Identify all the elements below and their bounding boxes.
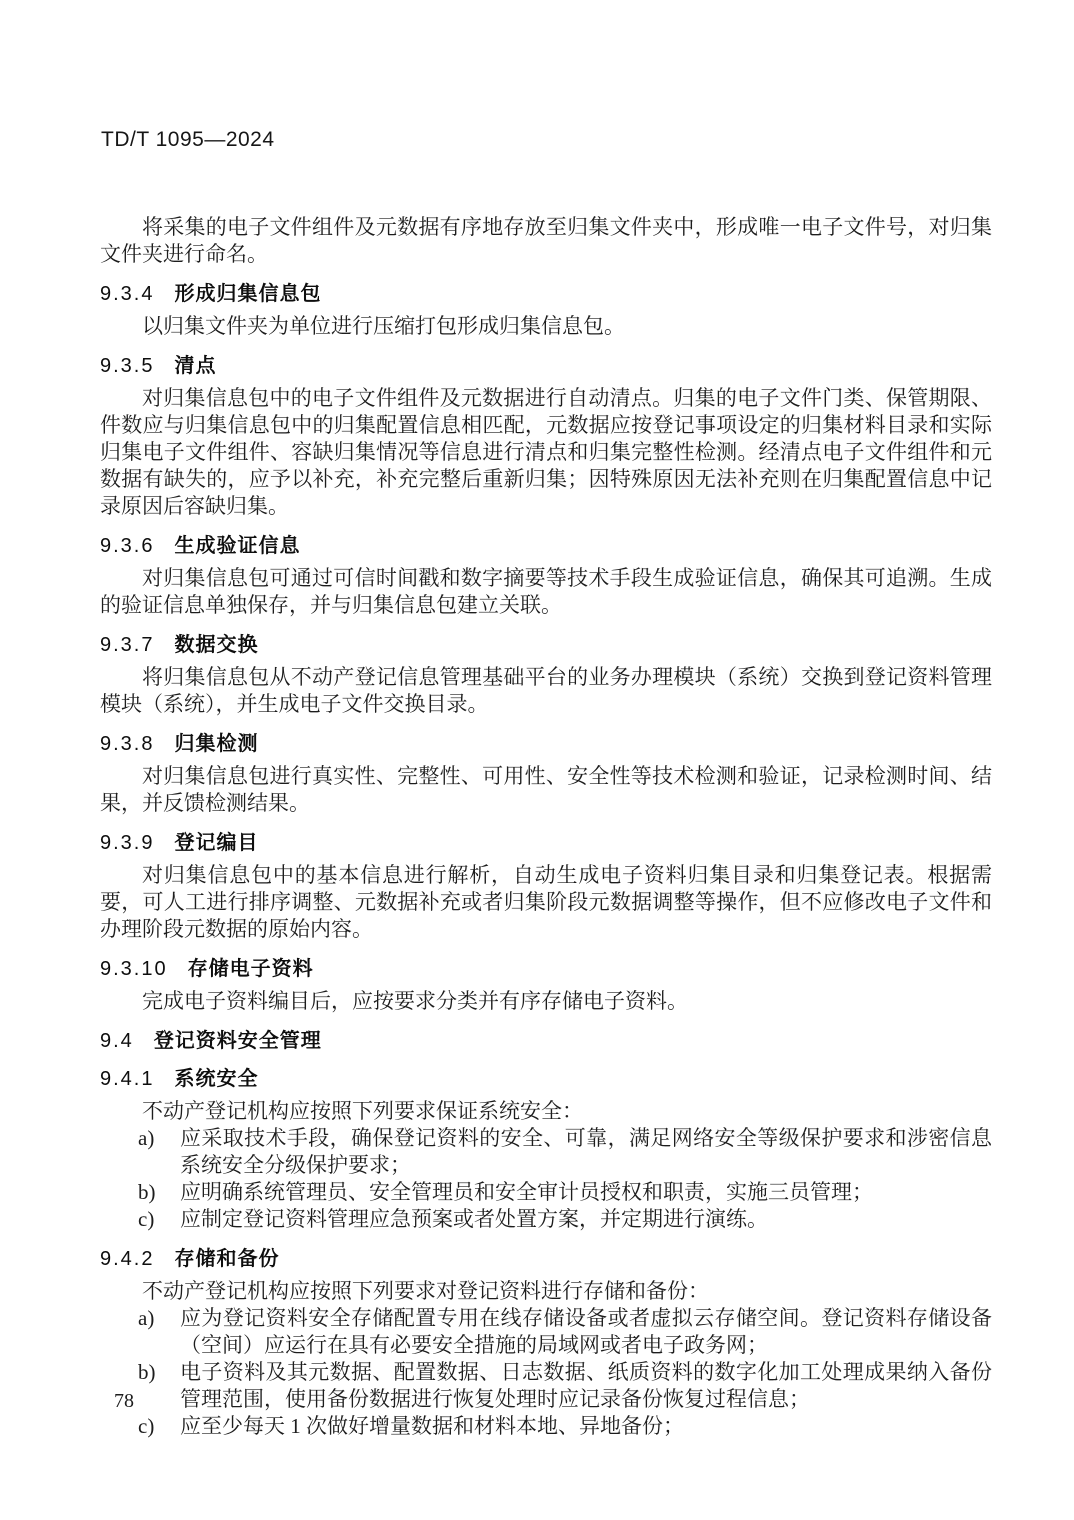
section-number: 9.3.7 bbox=[100, 634, 155, 656]
list-item bbox=[100, 1359, 992, 1413]
section-heading bbox=[100, 1242, 992, 1271]
section-9-3-8 bbox=[100, 727, 992, 817]
list-item bbox=[100, 1125, 992, 1179]
section-heading bbox=[100, 826, 992, 855]
section-title: 登记资料安全管理 bbox=[153, 1030, 322, 1052]
requirement-list bbox=[100, 1305, 992, 1440]
section-9-3-9 bbox=[100, 826, 992, 943]
list-item-label: a) bbox=[138, 1126, 155, 1150]
section-9-3-10 bbox=[100, 952, 992, 1015]
section-heading bbox=[100, 952, 992, 981]
section-title: 登记编目 bbox=[174, 832, 259, 854]
section-heading bbox=[100, 349, 992, 378]
paragraph: 对归集信息包中的基本信息进行解析，自动生成电子资料归集目录和归集登记表。根据需要，可人工进行排序调整、元数据补充或者归集阶段元数据调整等操作，但不应修改电子文件和办理阶段元数据的原始内容。 bbox=[100, 863, 992, 941]
section-number: 9.3.4 bbox=[100, 283, 155, 305]
list-item-label: c) bbox=[138, 1414, 155, 1438]
list-item bbox=[100, 1413, 992, 1440]
section-9-3-6 bbox=[100, 529, 992, 619]
paragraph: 将归集信息包从不动产登记信息管理基础平台的业务办理模块（系统）交换到登记资料管理模块（系统），并生成电子文件交换目录。 bbox=[100, 665, 992, 716]
section-title: 数据交换 bbox=[174, 634, 259, 656]
paragraph: 不动产登记机构应按照下列要求保证系统安全： bbox=[142, 1099, 583, 1123]
paragraph: 完成电子资料编目后，应按要求分类并有序存储电子资料。 bbox=[142, 989, 688, 1013]
section-heading bbox=[100, 1024, 992, 1053]
section-title: 清点 bbox=[174, 355, 217, 377]
section-title: 存储和备份 bbox=[174, 1248, 280, 1270]
section-number: 9.3.9 bbox=[100, 832, 155, 854]
doc-code-header: TD/T 1095—2024 bbox=[101, 128, 275, 151]
section-number: 9.4 bbox=[100, 1030, 134, 1052]
list-item-text: 应至少每天 1 次做好增量数据和材料本地、异地备份； bbox=[180, 1414, 684, 1438]
section-number: 9.3.10 bbox=[100, 958, 168, 980]
section-number: 9.4.1 bbox=[100, 1068, 155, 1090]
paragraph: 以归集文件夹为单位进行压缩打包形成归集信息包。 bbox=[142, 314, 625, 338]
paragraph: 不动产登记机构应按照下列要求对登记资料进行存储和备份： bbox=[142, 1279, 709, 1303]
list-item-label: b) bbox=[138, 1180, 156, 1204]
section-heading bbox=[100, 529, 992, 558]
list-item bbox=[100, 1206, 992, 1233]
section-number: 9.3.8 bbox=[100, 733, 155, 755]
list-item-text: 应制定登记资料管理应急预案或者处置方案，并定期进行演练。 bbox=[180, 1207, 768, 1231]
section-title: 形成归集信息包 bbox=[174, 283, 322, 305]
section-number: 9.4.2 bbox=[100, 1248, 155, 1270]
list-item-text: 应采取技术手段，确保登记资料的安全、可靠，满足网络安全等级保护要求和涉密信息系统安全分级保护要求； bbox=[180, 1126, 992, 1177]
list-item-text: 应明确系统管理员、安全管理员和安全审计员授权和职责，实施三员管理； bbox=[180, 1180, 873, 1204]
section-9-3-5 bbox=[100, 349, 992, 520]
page-number: 78 bbox=[114, 1390, 134, 1412]
section-9-4-1 bbox=[100, 1062, 992, 1233]
continuation-paragraph: 将采集的电子文件组件及元数据有序地存放至归集文件夹中，形成唯一电子文件号，对归集文件夹进行命名。 bbox=[100, 215, 992, 266]
section-9-3-7 bbox=[100, 628, 992, 718]
list-item-label: b) bbox=[138, 1360, 156, 1384]
list-item-label: c) bbox=[138, 1207, 155, 1231]
section-heading bbox=[100, 1062, 992, 1091]
requirement-list bbox=[100, 1125, 992, 1233]
section-9-4-2 bbox=[100, 1242, 992, 1440]
section-number: 9.3.5 bbox=[100, 355, 155, 377]
section-title: 归集检测 bbox=[174, 733, 259, 755]
page-content bbox=[100, 214, 992, 1440]
section-number: 9.3.6 bbox=[100, 535, 155, 557]
list-item-text: 应为登记资料安全存储配置专用在线存储设备或者虚拟云存储空间。登记资料存储设备（空间）应运行在具有必要安全措施的局域网或者电子政务网； bbox=[180, 1306, 992, 1357]
paragraph: 对归集信息包可通过可信时间戳和数字摘要等技术手段生成验证信息，确保其可追溯。生成的验证信息单独保存，并与归集信息包建立关联。 bbox=[100, 566, 992, 617]
section-9-3-4 bbox=[100, 277, 992, 340]
list-item bbox=[100, 1305, 992, 1359]
list-item-text: 电子资料及其元数据、配置数据、日志数据、纸质资料的数字化加工处理成果纳入备份管理范围，使用备份数据进行恢复处理时应记录备份恢复过程信息； bbox=[180, 1360, 992, 1411]
section-heading bbox=[100, 277, 992, 306]
list-item-label: a) bbox=[138, 1306, 155, 1330]
section-9-4 bbox=[100, 1024, 992, 1053]
paragraph: 对归集信息包中的电子文件组件及元数据进行自动清点。归集的电子文件门类、保管期限、件数应与归集信息包中的归集配置信息相匹配，元数据应按登记事项设定的归集材料目录和实际归集电子文件组件、容缺归集情况等信息进行清点和归集完整性检测。经清点电子文件组件和元数据有缺失的，应予以补充，补充完整后重新归集；因特殊原因无法补充则在归集配置信息中记录原因后容缺归集。 bbox=[100, 386, 992, 518]
section-title: 存储电子资料 bbox=[187, 958, 314, 980]
section-title: 系统安全 bbox=[174, 1068, 259, 1090]
paragraph: 对归集信息包进行真实性、完整性、可用性、安全性等技术检测和验证，记录检测时间、结果，并反馈检测结果。 bbox=[100, 764, 992, 815]
section-heading bbox=[100, 628, 992, 657]
section-heading bbox=[100, 727, 992, 756]
list-item bbox=[100, 1179, 992, 1206]
section-title: 生成验证信息 bbox=[174, 535, 301, 557]
